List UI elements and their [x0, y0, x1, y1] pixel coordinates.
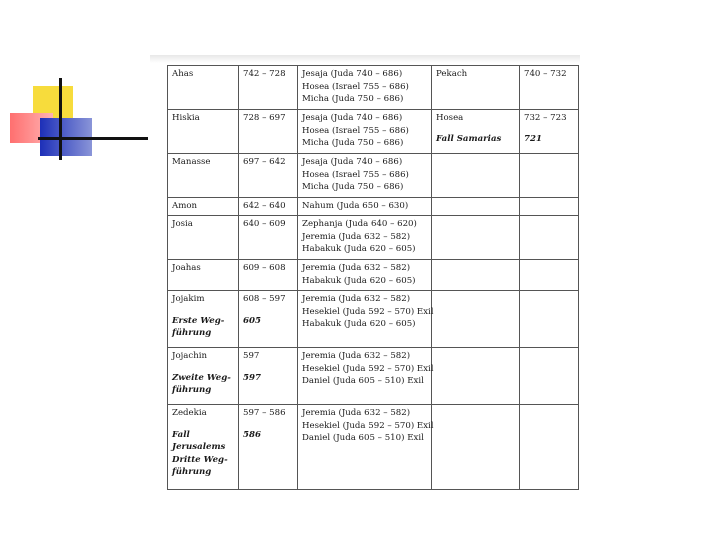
- reign-years: 597: [243, 351, 260, 361]
- king-name: Josia: [172, 219, 193, 229]
- king-name: Amon: [172, 201, 198, 211]
- prophet-entry: Hosea (Israel 755 – 686): [302, 169, 409, 180]
- table-row: [168, 198, 579, 216]
- reign-years: 742 – 728: [243, 69, 286, 79]
- israel-king-cell: [432, 216, 520, 260]
- event-line: führung: [172, 467, 212, 478]
- event-year: 586: [243, 429, 261, 440]
- prophet-entry: Habakuk (Juda 620 – 605): [302, 275, 416, 286]
- table-row: [168, 110, 579, 154]
- reign-years: 608 – 597: [243, 294, 286, 304]
- event-line: Fall: [172, 429, 190, 440]
- prophet-entry: Hesekiel (Juda 592 – 570) Exil: [302, 363, 434, 374]
- israel-king-name: Pekach: [436, 69, 468, 79]
- prophet-entry: Daniel (Juda 605 – 510) Exil: [302, 376, 424, 387]
- reign-years: 640 – 609: [243, 219, 286, 229]
- table-row: [168, 348, 579, 405]
- israel-king-cell: [432, 198, 520, 216]
- event-line: Erste Weg-: [172, 315, 225, 326]
- event-line: Zweite Weg-: [172, 372, 231, 383]
- prophets-cell: [298, 154, 432, 198]
- israel-king-cell: [432, 66, 520, 110]
- israel-years-cell: [520, 216, 579, 260]
- prophet-entry: Nahum (Juda 650 – 630): [302, 201, 409, 211]
- years-cell: [239, 291, 298, 348]
- israel-years-cell: [520, 198, 579, 216]
- israel-king-cell: [432, 260, 520, 291]
- israel-years-cell: [520, 260, 579, 291]
- reign-years: 642 – 640: [243, 201, 286, 211]
- israel-event: Fall Samarias: [436, 133, 502, 144]
- israel-years-cell: [520, 154, 579, 198]
- israel-years-cell: [520, 110, 579, 154]
- table-row: [168, 405, 579, 490]
- king-cell: [168, 348, 239, 405]
- king-name: Zedekia: [172, 408, 207, 418]
- event-year: 605: [243, 315, 261, 326]
- king-cell: [168, 110, 239, 154]
- prophet-entry: Jeremia (Juda 632 – 582): [302, 294, 411, 304]
- israel-event-year: 721: [524, 133, 542, 144]
- years-cell: [239, 154, 298, 198]
- israel-king-cell: [432, 348, 520, 405]
- israel-reign-years: 732 – 723: [524, 113, 567, 123]
- prophet-entry: Hosea (Israel 755 – 686): [302, 81, 409, 92]
- prophet-entry: Micha (Juda 750 – 686): [302, 182, 404, 193]
- decor-horizontal-line: [38, 137, 148, 140]
- king-name: Jojakim: [172, 294, 205, 304]
- years-cell: [239, 198, 298, 216]
- prophets-cell: [298, 198, 432, 216]
- prophet-entry: Jeremia (Juda 632 – 582): [302, 408, 411, 418]
- prophet-entry: Habakuk (Juda 620 – 605): [302, 319, 416, 330]
- reign-years: 697 – 642: [243, 157, 286, 167]
- prophet-entry: Hesekiel (Juda 592 – 570) Exil: [302, 306, 434, 317]
- prophet-entry: Zephanja (Juda 640 – 620): [302, 219, 417, 229]
- king-cell: [168, 198, 239, 216]
- israel-years-cell: [520, 291, 579, 348]
- years-cell: [239, 260, 298, 291]
- decor-vertical-line: [59, 78, 62, 160]
- israel-years-cell: [520, 348, 579, 405]
- table-row: [168, 66, 579, 110]
- table-row: [168, 216, 579, 260]
- table-row: [168, 260, 579, 291]
- prophets-cell: [298, 260, 432, 291]
- prophet-entry: Jeremia (Juda 632 – 582): [302, 263, 411, 273]
- israel-reign-years: 740 – 732: [524, 69, 567, 79]
- reign-years: 728 – 697: [243, 113, 286, 123]
- event-line: führung: [172, 328, 212, 339]
- prophet-entry: Jesaja (Juda 740 – 686): [302, 157, 403, 167]
- prophet-entry: Jesaja (Juda 740 – 686): [302, 113, 403, 123]
- king-name: Manasse: [172, 157, 211, 167]
- event-year: 597: [243, 372, 261, 383]
- israel-years-cell: [520, 405, 579, 490]
- prophets-cell: [298, 216, 432, 260]
- prophet-entry: Habakuk (Juda 620 – 605): [302, 244, 416, 255]
- prophet-entry: Hosea (Israel 755 – 686): [302, 125, 409, 136]
- event-line: Dritte Weg-: [172, 454, 228, 465]
- king-cell: [168, 291, 239, 348]
- table-row: [168, 291, 579, 348]
- years-cell: [239, 216, 298, 260]
- years-cell: [239, 405, 298, 490]
- prophet-entry: Hesekiel (Juda 592 – 570) Exil: [302, 420, 434, 431]
- prophet-entry: Micha (Juda 750 – 686): [302, 138, 404, 149]
- event-line: führung: [172, 385, 212, 396]
- king-cell: [168, 405, 239, 490]
- years-cell: [239, 110, 298, 154]
- king-cell: [168, 66, 239, 110]
- reign-years: 609 – 608: [243, 263, 286, 273]
- prophets-cell: [298, 405, 432, 490]
- king-name: Ahas: [172, 69, 194, 79]
- prophet-entry: Micha (Juda 750 – 686): [302, 94, 404, 105]
- years-cell: [239, 66, 298, 110]
- king-name: Joahas: [172, 263, 201, 273]
- israel-king-cell: [432, 291, 520, 348]
- kings-prophets-table: [167, 65, 579, 490]
- prophets-cell: [298, 291, 432, 348]
- king-cell: [168, 154, 239, 198]
- king-name: Jojachin: [172, 351, 208, 361]
- israel-king-cell: [432, 110, 520, 154]
- israel-king-cell: [432, 154, 520, 198]
- king-cell: [168, 216, 239, 260]
- prophet-entry: Daniel (Juda 605 – 510) Exil: [302, 433, 424, 444]
- king-name: Hiskia: [172, 113, 200, 123]
- event-label: [172, 429, 234, 479]
- event-label: [172, 372, 234, 397]
- table-row: [168, 154, 579, 198]
- prophets-cell: [298, 110, 432, 154]
- prophet-entry: Jeremia (Juda 632 – 582): [302, 231, 411, 242]
- reign-years: 597 – 586: [243, 408, 286, 418]
- king-cell: [168, 260, 239, 291]
- israel-king-cell: [432, 405, 520, 490]
- event-line: Jerusalems: [172, 442, 226, 453]
- israel-years-cell: [520, 66, 579, 110]
- prophet-entry: Jeremia (Juda 632 – 582): [302, 351, 411, 361]
- event-label: [172, 315, 234, 340]
- prophets-cell: [298, 66, 432, 110]
- prophet-entry: Jesaja (Juda 740 – 686): [302, 69, 403, 79]
- israel-king-name: Hosea: [436, 113, 464, 123]
- years-cell: [239, 348, 298, 405]
- prophets-cell: [298, 348, 432, 405]
- scanned-table-image: [150, 55, 580, 495]
